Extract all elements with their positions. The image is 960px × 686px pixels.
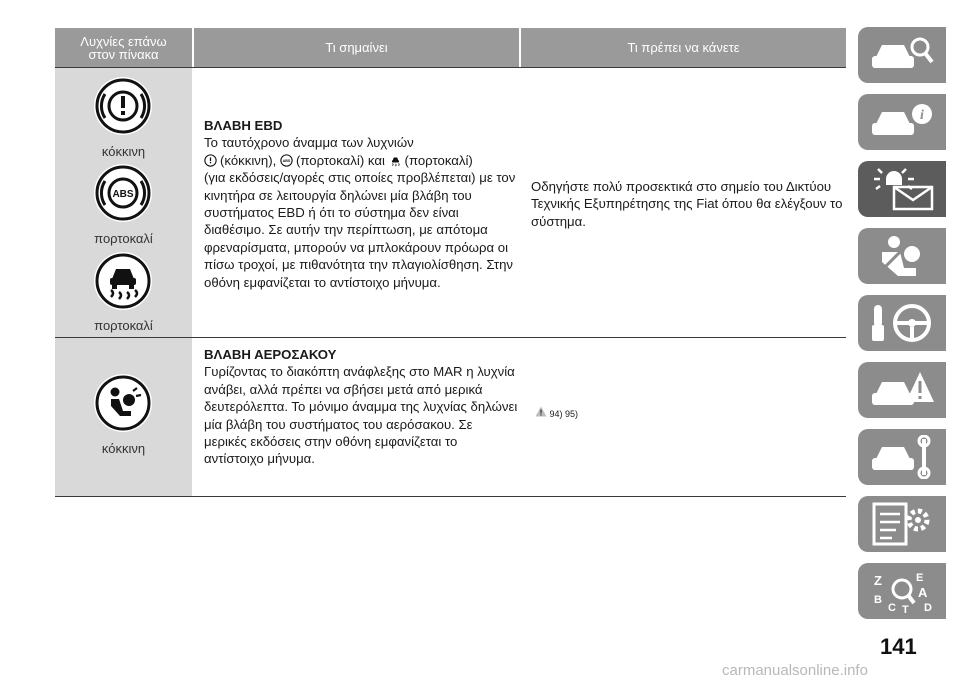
tab-warning-lights-messages[interactable] <box>858 161 946 217</box>
alphabetical-index-icon <box>868 569 936 613</box>
car-search-icon <box>868 33 936 77</box>
header-action-label: Τι πρέπει να κάνετε <box>627 40 740 55</box>
meaning-body: Γυρίζοντας το διακόπτη ανάφλεξης στο MAR η λυχνία ανάβει, αλλά πρέπει να σβήσει μετά από μερικά δευτερόλεπτα. Το μόνιμο άναμμα της λυχνίας δηλώνει μία βλάβη του συστήματος του αερόσακου. Σε μερικές εκδόσεις στην οθόνη εμφανίζεται το αντίστοιχο μήνυμα. <box>204 364 518 467</box>
skid-control-icon <box>389 154 402 167</box>
warning-triangle-icon <box>535 406 547 417</box>
header-lights-label: Λυχνίες επάνω στον πίνακα <box>80 33 167 62</box>
meaning-intro: Το ταυτόχρονο άναμμα των λυχνιών <box>204 135 414 151</box>
light-color-label: πορτοκαλί <box>94 318 153 333</box>
svg-text:ABS: ABS <box>282 158 291 163</box>
meaning-orange-label: (πορτοκαλί) και <box>295 152 385 168</box>
car-service-icon <box>868 435 936 479</box>
row2-action <box>535 406 735 420</box>
skid-control-icon <box>93 251 153 311</box>
warning-light-message-icon <box>868 167 936 211</box>
fault-title: ΒΛΑΒΗ EBD <box>204 118 283 133</box>
tab-safety[interactable] <box>858 228 946 284</box>
light-color-label: κόκκινη <box>101 441 146 456</box>
svg-text:E: E <box>916 572 924 584</box>
watermark: carmanualsonline.info <box>722 662 868 679</box>
page-number: 141 <box>880 634 917 659</box>
airbag-icon <box>93 373 153 433</box>
row2-meaning <box>204 346 518 468</box>
table-rule-bottom <box>55 496 846 497</box>
car-info-icon <box>868 100 936 144</box>
car-warning-icon <box>868 368 936 412</box>
svg-text:B: B <box>874 594 882 606</box>
svg-text:ABS: ABS <box>112 189 134 200</box>
tab-in-emergency[interactable] <box>858 362 946 418</box>
tab-instrument-panel[interactable] <box>858 94 946 150</box>
meaning-red-label: (κόκκινη), <box>220 152 277 168</box>
tab-index[interactable] <box>858 563 946 619</box>
svg-text:A: A <box>918 585 928 600</box>
fault-title: ΒΛΑΒΗ ΑΕΡΟΣΑΚΟΥ <box>204 347 337 362</box>
specs-gear-icon <box>868 502 936 546</box>
abs-icon <box>93 163 153 223</box>
svg-text:C: C <box>888 602 896 613</box>
brake-warning-icon <box>93 76 153 136</box>
svg-text:T: T <box>902 604 909 613</box>
light-color-label: πορτοκαλί <box>94 231 153 246</box>
header-meaning-column <box>194 28 519 67</box>
meaning-orange-label: (πορτοκαλί) <box>404 152 473 168</box>
tab-maintenance-care[interactable] <box>858 429 946 485</box>
header-action-column <box>521 28 846 67</box>
light-color-label: κόκκινη <box>101 144 146 159</box>
meaning-inline-lights <box>204 152 518 169</box>
svg-text:i: i <box>920 108 924 123</box>
steering-wheel-key-icon <box>868 301 936 345</box>
seatbelt-safety-icon <box>868 234 936 278</box>
header-lights-column <box>55 28 192 67</box>
header-meaning-label: Τι σημαίνει <box>325 40 388 55</box>
warning-references: 94) 95) <box>549 409 579 419</box>
svg-text:Z: Z <box>874 573 882 588</box>
brake-warning-icon <box>204 154 217 167</box>
meaning-body: (για εκδόσεις/αγορές στις οποίες προβλέπεται) με τον κινητήρα σε λειτουργία δηλώνει μία βλάβη του συστήματος EBD ή ότι το σύστημα δεν είναι διαθέσιμο. Σε αυτήν την περίπτωση, με απότομα φρεναρίσματα, μπορούν να μπλοκάρουν πρόωρα οι πίσω τροχοί, με πιθανότητα την πλαγιολίσθηση. Στην οθόνη εμφανίζεται το αντίστοιχο μήνυμα. <box>204 170 516 290</box>
tab-technical-data[interactable] <box>858 496 946 552</box>
row1-meaning <box>204 117 518 291</box>
tab-starting-driving[interactable] <box>858 295 946 351</box>
abs-icon <box>280 154 293 167</box>
tab-getting-to-know-car[interactable] <box>858 27 946 83</box>
svg-text:D: D <box>924 602 932 613</box>
row1-action: Οδηγήστε πολύ προσεκτικά στο σημείο του Δικτύου Τεχνικής Εξυπηρέτησης της Fiat όπου θα ελέγξουν το σύστημα. <box>531 179 843 229</box>
